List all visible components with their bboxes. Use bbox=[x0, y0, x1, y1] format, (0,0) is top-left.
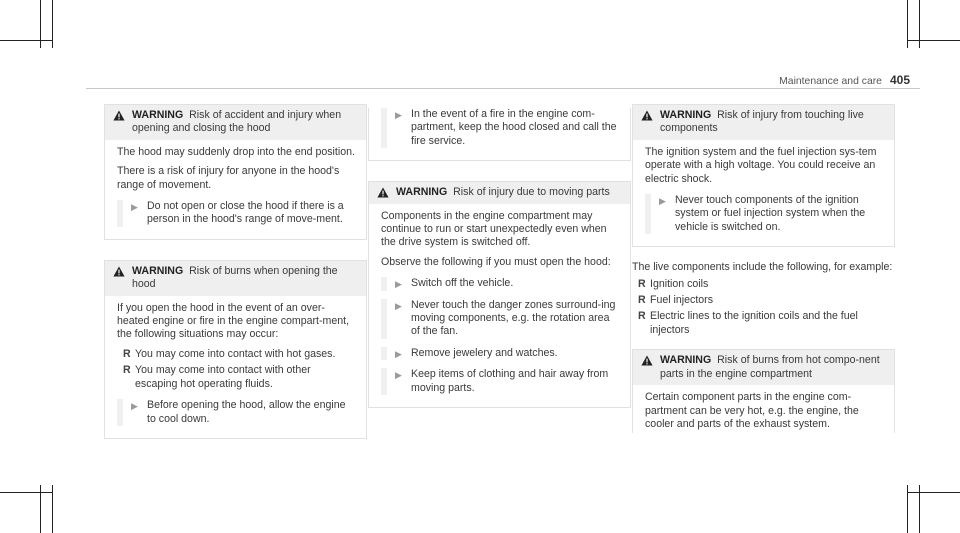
header-rule bbox=[86, 88, 920, 89]
list-item: R You may come into contact with other escaping hot operating fluids. bbox=[123, 364, 311, 390]
warning-box-hot-parts bbox=[632, 349, 895, 433]
action-step bbox=[381, 299, 620, 339]
warning-title bbox=[660, 354, 886, 381]
warning-triangle-icon bbox=[641, 354, 653, 381]
arrow-right-icon: ▶ bbox=[395, 300, 402, 311]
paragraph: If you open the hood in the event of an over-heated engine or fire in the engine compart-ment, the following situations may occur: bbox=[117, 301, 350, 341]
warning-title-text: Risk of accident and injury when opening and closing the hood bbox=[132, 109, 342, 135]
action-text: In the event of a fire in the engine com-partment, keep the hood closed and call the fire service. bbox=[411, 108, 617, 147]
action-text: Keep items of clothing and hair away from moving parts. bbox=[411, 368, 609, 394]
bullet-icon: R bbox=[638, 310, 646, 323]
warning-triangle-icon bbox=[113, 265, 125, 292]
warning-body bbox=[105, 140, 366, 239]
warning-body bbox=[633, 385, 894, 433]
paragraph: Observe the following if you must open the hood: bbox=[381, 255, 611, 268]
column-left bbox=[104, 104, 367, 439]
bullet-list bbox=[117, 348, 356, 391]
column-right bbox=[632, 104, 895, 433]
paragraph: Certain component parts in the engine com-partment can be very hot, e.g. the engine, the cooler and parts of the exhaust system. bbox=[645, 391, 859, 430]
action-step bbox=[381, 347, 620, 360]
list-item: R You may come into contact with hot gases. bbox=[123, 347, 336, 360]
warning-box-continued bbox=[368, 108, 631, 161]
warning-triangle-icon bbox=[113, 109, 125, 136]
list-item: R Ignition coils bbox=[638, 277, 709, 290]
paragraph: There is a risk of injury for anyone in the hood's range of movement. bbox=[117, 165, 340, 191]
action-step bbox=[117, 399, 356, 426]
bullet-list bbox=[632, 278, 895, 338]
page-header bbox=[779, 74, 910, 88]
warning-signal-word: WARNING bbox=[660, 109, 712, 121]
action-step bbox=[645, 194, 884, 234]
warning-header bbox=[105, 261, 366, 296]
action-step bbox=[117, 200, 356, 227]
action-text: Never touch the danger zones surround-ing moving components, e.g. the rotation area of the fan. bbox=[411, 298, 616, 338]
paragraph: The live components include the following, for example: bbox=[632, 261, 893, 274]
action-step bbox=[381, 108, 620, 148]
bullet-icon: R bbox=[638, 294, 646, 307]
column-middle bbox=[368, 104, 631, 408]
warning-title-text: Risk of burns when opening the hood bbox=[132, 264, 338, 291]
arrow-right-icon: ▶ bbox=[395, 110, 402, 120]
warning-box-burns-hood bbox=[104, 260, 367, 439]
action-text: Switch off the vehicle. bbox=[411, 277, 514, 290]
warning-box-live-components bbox=[632, 104, 895, 247]
action-text: Remove jewelery and watches. bbox=[411, 346, 558, 359]
page-number: 405 bbox=[889, 73, 910, 87]
action-text: Do not open or close the hood if there is a person in the hood's range of move-ment. bbox=[147, 200, 344, 226]
arrow-right-icon: ▶ bbox=[395, 279, 402, 290]
warning-box-hood-accident bbox=[104, 104, 367, 240]
paragraph: The ignition system and the fuel injection sys-tem operate with a high voltage. You could receive an electric shock. bbox=[645, 145, 877, 185]
warning-body bbox=[369, 204, 630, 407]
warning-triangle-icon bbox=[377, 186, 389, 199]
section-title: Maintenance and care bbox=[779, 76, 882, 87]
warning-title-text: Risk of burns from hot compo-nent parts in the engine compartment bbox=[660, 354, 880, 380]
action-text: Before opening the hood, allow the engine to cool down. bbox=[147, 399, 346, 425]
warning-title bbox=[660, 109, 886, 136]
paragraph: The hood may suddenly drop into the end position. bbox=[117, 145, 355, 158]
warning-body bbox=[105, 296, 366, 438]
warning-body bbox=[369, 108, 630, 160]
bullet-icon: R bbox=[123, 364, 131, 377]
live-components-text bbox=[632, 261, 895, 337]
warning-body bbox=[633, 140, 894, 246]
warning-title bbox=[396, 186, 610, 199]
bullet-icon: R bbox=[638, 277, 646, 290]
warning-header bbox=[369, 182, 630, 203]
warning-signal-word: WARNING bbox=[132, 109, 184, 121]
arrow-right-icon: ▶ bbox=[131, 202, 138, 213]
paragraph: Components in the engine compartment may continue to run or start unexpectedly even when the drive system is switched off. bbox=[381, 209, 607, 249]
warning-title-text: Risk of injury due to moving parts bbox=[453, 186, 610, 199]
warning-signal-word: WARNING bbox=[396, 186, 448, 199]
warning-header bbox=[105, 105, 366, 140]
arrow-right-icon: ▶ bbox=[395, 370, 402, 381]
warning-header bbox=[633, 350, 894, 385]
action-step bbox=[381, 368, 620, 395]
action-step bbox=[381, 277, 620, 290]
warning-box-moving-parts bbox=[368, 181, 631, 408]
warning-triangle-icon bbox=[641, 109, 653, 136]
warning-signal-word: WARNING bbox=[132, 264, 184, 277]
warning-title bbox=[132, 109, 358, 136]
arrow-right-icon: ▶ bbox=[395, 348, 402, 359]
warning-title-text: Risk of injury from touching live components bbox=[660, 109, 864, 135]
warning-header bbox=[633, 105, 894, 140]
warning-title bbox=[132, 265, 358, 292]
arrow-right-icon: ▶ bbox=[659, 196, 666, 207]
warning-signal-word: WARNING bbox=[660, 354, 712, 367]
list-item: R Fuel injectors bbox=[638, 294, 713, 307]
arrow-right-icon: ▶ bbox=[131, 401, 138, 412]
list-item: R Electric lines to the ignition coils and the fuel injectors bbox=[638, 310, 858, 336]
action-text: Never touch components of the ignition system or fuel injection system when the vehicle is switched on. bbox=[675, 194, 866, 233]
bullet-icon: R bbox=[123, 347, 131, 360]
